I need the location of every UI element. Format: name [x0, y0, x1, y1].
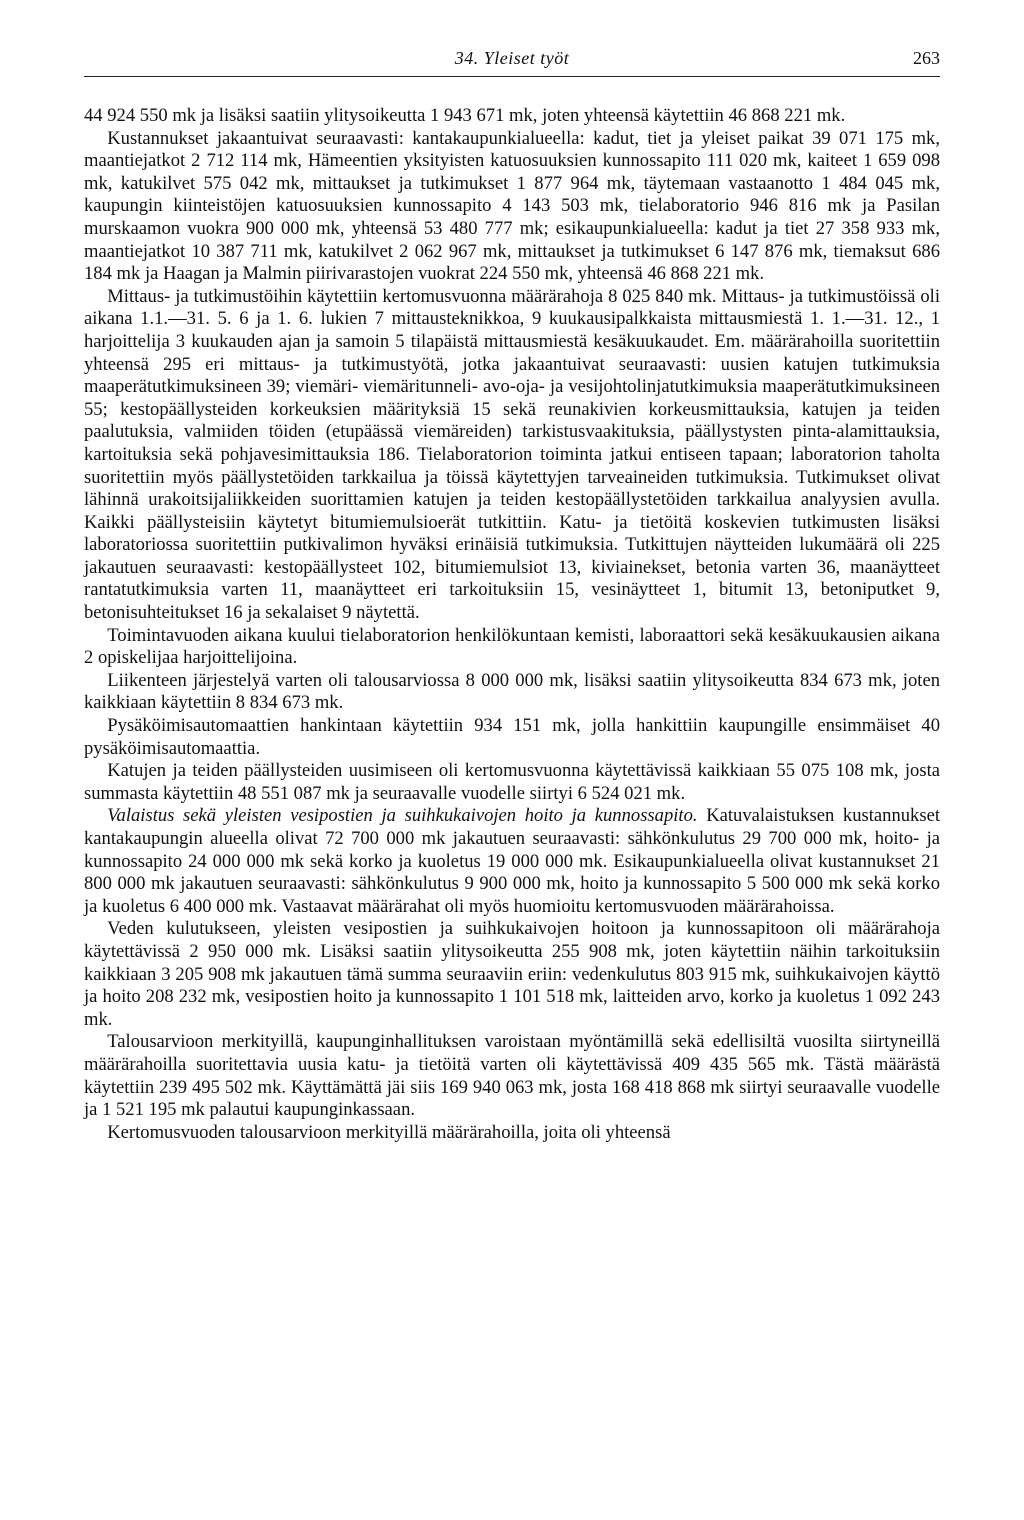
paragraph: Kustannukset jakaantuivat seuraavasti: kantakaupunkialueella: kadut, tiet ja yleiset paikat 39 071 175 mk, maantiejatkot 2 712 114 mk, Hämeentien yksityisten katuosuuksien kunnossapito 111 020 mk, kaiteet 1 659 098 mk, katukilvet 575 042 mk, mittaukset ja tutkimukset 1 877 964 mk, täytemaan vastaanotto 1 484 045 mk, kaupungin kiinteistöjen katuosuuksien kunnossapito 4 143 503 mk, tielaboratorio 946 816 mk ja Pasilan murskaamon vuokra 900 000 mk, yhteensä 53 480 777 mk; esikaupunkialueella: kadut ja tiet 27 358 933 mk, maantiejatkot 10 387 711 mk, katukilvet 2 062 967 mk, mittaukset ja tutkimukset 6 147 876 mk, tiemaksut 686 184 mk ja Haagan ja Malmin piirivarastojen vuokrat 224 550 mk, yhteensä 46 868 221 mk. [84, 127, 940, 285]
paragraph: Pysäköimisautomaattien hankintaan käytettiin 934 151 mk, jolla hankittiin kaupungille ensimmäiset 40 pysäköimisautomaattia. [84, 715, 940, 759]
paragraph: Toimintavuoden aikana kuului tielaboratorion henkilökuntaan kemisti, laboraattori sekä kesäkuukausien aikana 2 opiskelijaa harjoittelijoina. [84, 624, 940, 669]
section-heading-italic: Valaistus sekä yleisten vesipostien ja suihkukaivojen hoito ja kunnossapito. [107, 805, 698, 827]
paragraph: Katujen ja teiden päällysteiden uusimiseen oli kertomusvuonna käytettävissä kaikkiaan 55 075 108 mk, josta summasta käytettiin 48 551 087 mk ja seuraavalle vuodelle siirtyi 6 524 021 mk. [84, 760, 940, 804]
paragraph-text: Katuvalaistuksen kustannukset kantakaupungin alueella olivat 72 700 000 mk jakautuen seuraavasti: sähkönkulutus 29 700 000 mk, hoito- ja kunnossapito 24 000 000 mk sekä korko ja kuoletus 19 000 000 mk. Esikaupunkialueella olivat kustannukset 21 800 000 mk jakautuen seuraavasti: sähkönkulutus 9 900 000 mk, hoito ja kunnossapito 5 500 000 mk sekä korko ja kuoletus 6 400 000 mk. Vastaavat määrärahat oli myös huomioitu kertomusvuoden määrärahoissa. [84, 805, 941, 917]
paragraph: 44 924 550 mk ja lisäksi saatiin ylitysoikeutta 1 943 671 mk, joten yhteensä käytettiin 46 868 221 mk. [84, 105, 846, 126]
section-title: 34. Yleiset työt [454, 48, 570, 68]
running-header [84, 40, 940, 77]
body-text [84, 105, 940, 1144]
paragraph: Talousarvioon merkityillä, kaupunginhallituksen varoistaan myöntämillä sekä edellisiltä vuosilta siirtyneillä määrärahoilla suoritettavia uusia katu- ja tietöitä varten oli käytettävissä 409 435 565 mk. Tästä määrästä käytettiin 239 495 502 mk. Käyttämättä jäi siis 169 940 063 mk, josta 168 418 868 mk siirtyi seuraavalle vuodelle ja 1 521 195 mk palautui kaupunginkassaan. [84, 1031, 940, 1121]
document-page [84, 40, 940, 1144]
paragraph: Kertomusvuoden talousarvioon merkityillä määrärahoilla, joita oli yhteensä [107, 1121, 671, 1143]
page-number: 263 [913, 48, 940, 68]
paragraph-lighting [84, 805, 940, 918]
paragraph: Veden kulutukseen, yleisten vesipostien ja suihkukaivojen hoitoon ja kunnossapitoon oli määrärahoja käytettävissä 2 950 000 mk. Lisäksi saatiin ylitysoikeutta 255 908 mk, joten käytettiin näihin tarkoituksiin kaikkiaan 3 205 908 mk jakautuen tämä summa seuraaviin eriin: vedenkulutus 803 915 mk, suihkukaivojen käyttö ja hoito 208 232 mk, vesipostien hoito ja kunnossapito 1 101 518 mk, laitteiden arvo, korko ja kuoletus 1 092 243 mk. [84, 918, 940, 1030]
paragraph: Mittaus- ja tutkimustöihin käytettiin kertomusvuonna määrärahoja 8 025 840 mk. Mittaus- ja tutkimustöissä oli aikana 1.1.—31. 5. 6 ja 1. 6. lukien 7 mittausteknikkoa, 9 kuukausipalkkaista mittausmiestä 1. 1.—31. 12., 1 harjoittelija 3 kuukauden ajan ja samoin 5 tilapäistä mittausmiestä kesäkuukaudet. Em. määrärahoilla suoritettiin yhteensä 295 eri mittaus- ja tutkimustyötä, jotka jakaantuivat seuraavasti: uusien katujen tutkimuksia maaperätutkimuksineen 39; viemäri- viemäritunneli- avo-oja- ja vesijohtolinjatutkimuksia maaperätutkimuksineen 55; kestopäällysteiden korkeuksien määrityksiä 15 sekä reunakivien korkeusmittauksia, katujen ja teiden paalutuksia, valmiiden töiden (etupäässä viemäreiden) tarkistusvaakituksia, päällystysten pinta-alamittauksia, kartoituksia sekä pohjavesimittauksia 186. Tielaboratorion toiminta jatkui entiseen tapaan; laboratorion taholta suoritettiin myös päällystetöiden tarkkailua ja töissä käytettyjen tarveaineiden tutkimuksia. Tutkimukset olivat lähinnä urakoitsijaliikkeiden suorittamien katujen ja teiden kestopäällystetöiden tarkkailua analyysien avulla. Kaikki päällysteisiin käytetyt bitumiemulsioerät tutkittiin. Katu- ja tietöitä koskevien tutkimusten lisäksi laboratoriossa suoritettiin putkivalimon hyväksi erinäisiä tutkimuksia. Tutkittujen näytteiden lukumäärä oli 225 jakautuen seuraavasti: kestopäällysteet 102, bitumiemulsiot 13, kiviainekset, betonia varten 36, maanäytteet rantatutkimuksia varten 11, maanäytteet eri tarkoituksiin 15, vesinäytteet 1, bitumit 13, betoniputket 9, betonisuhteitukset 16 ja sekalaiset 9 näytettä. [84, 285, 940, 624]
paragraph: Liikenteen järjestelyä varten oli talousarviossa 8 000 000 mk, lisäksi saatiin ylitysoikeutta 834 673 mk, joten kaikkiaan käytettiin 8 834 673 mk. [84, 669, 940, 714]
